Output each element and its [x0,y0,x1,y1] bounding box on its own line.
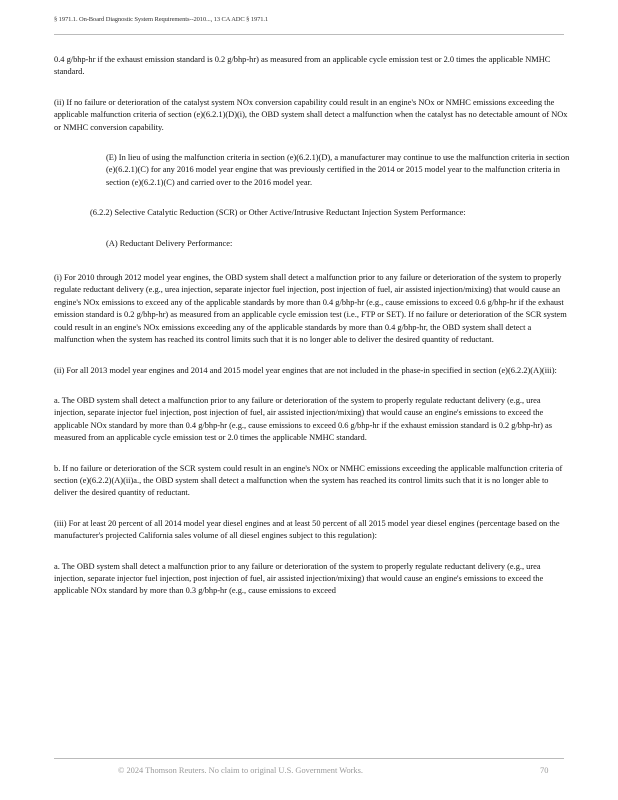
paragraph-ii-catalyst: (ii) If no failure or deterioration of the catalyst system NOx conversion capability could result in an engine's NOx or NMHC emissions exceeding the applicable malfunction criteria of section (e)(6.2.1)(D)(i), the OBD system shall detect a malfunction when the catalyst has no detectable amount of NOx or NMHC conversion capability. [54,97,568,132]
paragraph-ii-2013: (ii) For all 2013 model year engines and 2014 and 2015 model year engines that are not included in the phase-in specified in section (e)(6.2.2)(A)(iii): [54,365,557,375]
footer-divider [54,758,564,759]
page-number: 70 [540,766,549,775]
document-body [54,54,571,598]
paragraph-ii-b: b. If no failure or deterioration of the SCR system could result in an engine's NOx or NMHC emissions exceeding the applicable malfunction criteria of section (e)(6.2.2)(A)(ii)a., the OBD system shall detect a malfunction when the system has reached its control limits such that it is no longer able to deliver the desired quantity of reductant. [54,463,563,498]
paragraph-continuation: 0.4 g/bhp-hr if the exhaust emission standard is 0.2 g/bhp-hr) as measured from an applicable cycle emission test or 2.0 times the applicable NMHC standard. [54,55,551,77]
copyright-notice: © 2024 Thomson Reuters. No claim to original U.S. Government Works. [118,766,363,775]
section-heading-6-2-2: (6.2.2) Selective Catalytic Reduction (SCR) or Other Active/Intrusive Reductant Injection System Performance: [90,208,466,218]
header-divider [54,34,564,35]
paragraph-iii-a: a. The OBD system shall detect a malfunction prior to any failure or deterioration of the system to properly regulate reductant delivery (e.g., urea injection, separate injector fuel injection, post injection of fuel, air assisted injection/mixing) that would cause an engine's emissions to exceed the applicable NOx standard by more than 0.3 g/bhp-hr (e.g., cause emissions to exceed [54,561,544,596]
paragraph-i-2010-2012: (i) For 2010 through 2012 model year engines, the OBD system shall detect a malfunction prior to any failure or deterioration of the system to properly regulate reductant delivery (e.g., urea injection, separate injector fuel injection, post injection of fuel, air assisted injection/mixing) that would cause an engine's NOx emissions to exceed any of the applicable standards by more than 0.4 g/bhp-hr (e.g., cause emissions to exceed 0.6 g/bhp-hr if the exhaust emission standard is 0.2 g/bhp-hr) as measured from an applicable cycle emission test (i.e., FTP or SET). If no failure or deterioration of the SCR system could result in an engine's NOx emissions exceeding any of the applicable standards by more than 0.4 g/bhp-hr, the OBD system shall detect a malfunction when the system has reached its control limits such that it is no longer able to deliver the desired quantity of reductant. [54,273,567,345]
paragraph-e-lieu: (E) In lieu of using the malfunction criteria in section (e)(6.2.1)(D), a manufacturer may continue to use the malfunction criteria in section (e)(6.2.1)(C) for any 2016 model year engine that was previously certified in the 2014 or 2015 model year to the malfunction criteria in section (e)(6.2.1)(C) and carried over to the 2016 model year. [106,153,570,187]
paragraph-ii-a: a. The OBD system shall detect a malfunction prior to any failure or deterioration of the system to properly regulate reductant delivery (e.g., urea injection, separate injector fuel injection, post injection of fuel, air assisted injection/mixing) that would cause an engine's emissions to exceed the applicable NOx standard by more than 0.4 g/bhp-hr (e.g., cause emissions to exceed 0.6 g/bhp-hr if the exhaust emission standard is 0.2 g/bhp-hr) as measured from an applicable cycle emission test or 2.0 times the applicable NMHC standard. [54,395,552,443]
subheading-reductant-delivery: (A) Reductant Delivery Performance: [106,238,233,248]
paragraph-iii-phase-in: (iii) For at least 20 percent of all 2014 model year diesel engines and at least 50 percent of all 2015 model year diesel engines (percentage based on the manufacturer's projected California sales volume of all diesel engines subject to this regulation): [54,518,560,541]
running-head: § 1971.1. On-Board Diagnostic System Requirements--2010..., 13 CA ADC § 1971.1 [54,16,269,23]
